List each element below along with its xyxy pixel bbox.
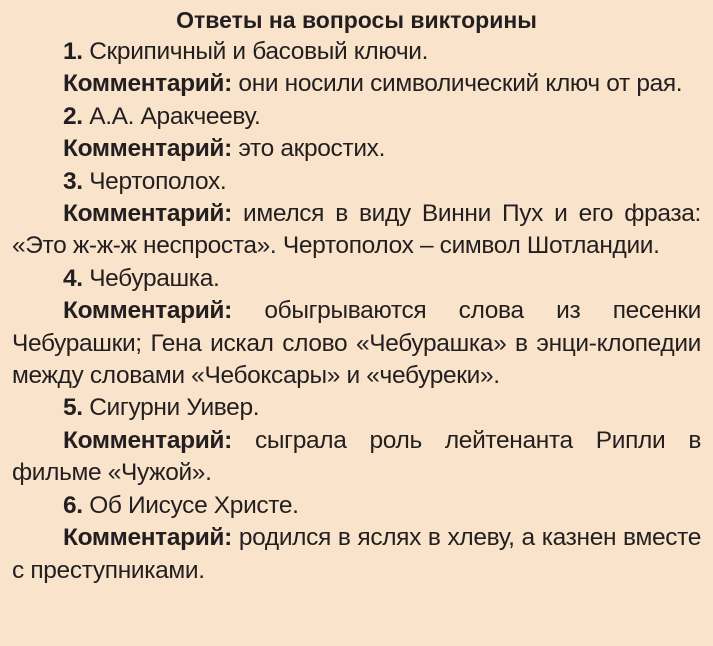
answer-text: Об Иисусе Христе. [89,491,299,519]
comment-label: Комментарий: [63,70,232,98]
comment-6 [12,522,701,587]
comment-label: Комментарий: [63,200,232,228]
comment-4 [12,295,701,392]
page-title: Ответы на вопросы викторины [176,7,537,33]
comment-text: имелся в виду Винни Пух и его фраза: «Это ж-ж-ж неспроста». Чертополох – символ Шотландии. [12,200,701,260]
answer-text: Чертополох. [89,167,227,195]
answer-3 [12,166,701,198]
answer-text: А.А. Аракчееву. [89,102,261,130]
answer-5 [12,392,701,424]
comment-text: они носили символический ключ от рая. [238,70,683,98]
answer-number: 2. [63,102,83,130]
comment-text: это акростих. [238,135,386,163]
answer-4 [12,263,701,295]
comment-text: сыграла роль лейтенанта Рипли в фильме «Чужой». [12,426,701,487]
answer-text: Скрипичный и басовый ключи. [89,38,429,65]
answer-number: 1. [63,38,83,65]
answer-text: Чебурашка. [89,264,220,292]
comment-1 [12,68,701,100]
answer-number: 5. [63,394,83,422]
comment-label: Комментарий: [63,297,232,325]
answer-text: Сигурни Уивер. [89,394,260,422]
comment-text: обыгрываются слова из песенки Чебурашки; Гена искал слово «Чебурашка» в энци-клопедии между словами «Чебоксары» и «чебуреки». [12,297,701,390]
comment-label: Комментарий: [63,135,232,163]
answer-6 [12,490,701,522]
comment-5 [12,425,701,490]
answer-number: 6. [63,491,83,519]
comment-label: Комментарий: [63,524,232,552]
answer-number: 4. [63,264,83,292]
answer-number: 3. [63,167,83,195]
comment-3 [12,198,701,263]
answer-1 [12,36,701,68]
answer-2 [12,101,701,133]
comment-label: Комментарий: [63,426,232,454]
comment-2 [12,133,701,165]
comment-text: родился в яслях в хлеву, а казнен вместе с преступниками. [12,524,701,584]
